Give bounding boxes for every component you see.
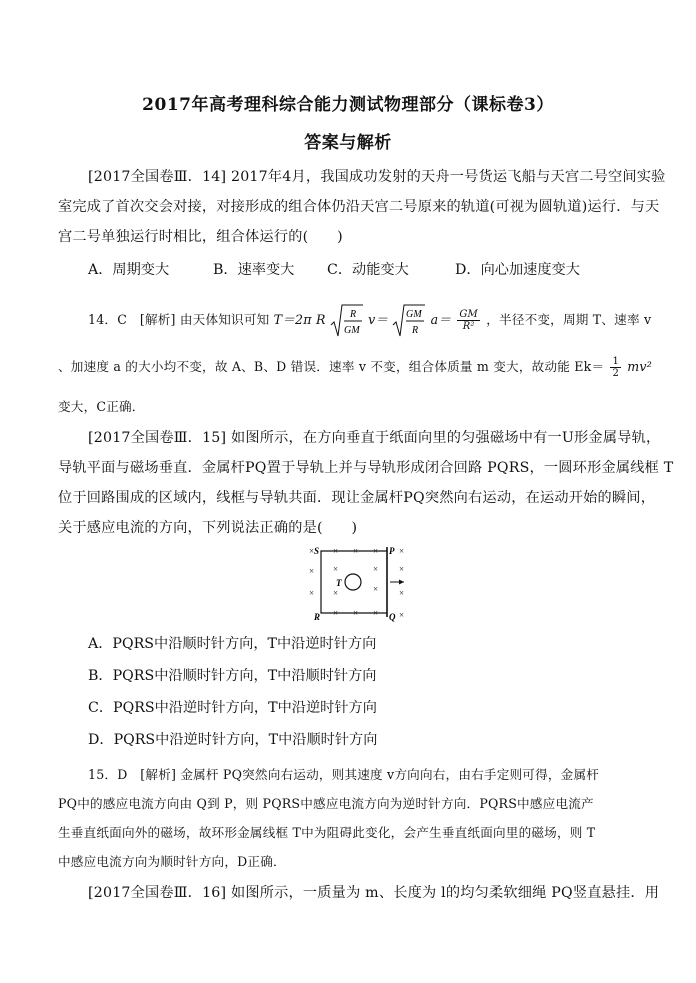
sqrt-R-over-GM (330, 301, 364, 341)
svg-text:×: × (399, 610, 405, 620)
q16-stem-line-1: [2017全国卷Ⅲ．16] 如图所示，一质量为 m、长度为 l的均匀柔软细绳 PQ竖直悬挂．用 (88, 885, 660, 901)
q14-option-c: C．动能变大 (327, 262, 409, 278)
q14-option-b: B．速率变大 (213, 262, 295, 278)
q14-answer-tail: ，半径不变，周期 T、速率 v (486, 312, 652, 327)
q15-stem-line-2: 导轨平面与磁场垂直．金属杆PQ置于导轨上并与导轨形成闭合回路 PQRS，一圆环形金属线框 T (58, 460, 674, 476)
q15-option-c: C．PQRS中沿逆时针方向，T中沿逆时针方向 (88, 700, 377, 716)
sqrt-num-GM: GM (406, 309, 423, 320)
field-crosses (309, 546, 404, 620)
svg-text:×: × (333, 608, 339, 618)
svg-text:×: × (333, 564, 339, 574)
q14-answer-line-3: 变大，C正确． (58, 399, 145, 414)
page-subtitle: 答案与解析 (304, 133, 392, 153)
sqrt-num-R: R (349, 309, 357, 320)
magnetic-field-diagram (305, 544, 409, 626)
fraction-GM-over-R2: $\frac{GM}{\text{R²}}$ (459, 309, 478, 332)
q15-stem-line-1: [2017全国卷Ⅲ．15] 如图所示，在方向垂直于纸面向里的匀强磁场中有一U形金属导轨， (88, 430, 661, 446)
q14-formula-T: T＝2π R (273, 312, 326, 327)
q15-stem-line-3: 位于回路围成的区域内，线框与导轨共面．现让金属杆PQ突然向右运动，在运动开始的瞬间， (58, 490, 656, 506)
page-title: 2017年高考理科综合能力测试物理部分（课标卷3） (142, 95, 554, 115)
svg-text:×: × (309, 546, 315, 556)
label-T: T (336, 578, 342, 588)
svg-text:×: × (373, 608, 379, 618)
svg-text:×: × (309, 588, 315, 598)
q14-answer-line-1 (88, 300, 651, 341)
q14-answer-line-2: 、加速度 a 的大小均不变，故 A、B、D 错误．速率 v 不变，组合体质量 m 变大，故动能 Ek＝ $\frac{1}{2}$ mv² (58, 356, 652, 379)
svg-text:×: × (333, 546, 339, 556)
label-P: P (389, 546, 395, 556)
fraction-one-half: $\frac{1}{2}$ (612, 356, 620, 379)
q15-stem-line-4: 关于感应电流的方向，下列说法正确的是( ) (58, 520, 358, 536)
svg-text:×: × (399, 588, 405, 598)
sqrt-den-GM: GM (343, 325, 360, 336)
sqrt-den-R: R (412, 325, 419, 336)
q15-option-b: B．PQRS中沿顺时针方向，T中沿顺时针方向 (88, 668, 377, 684)
label-Q: Q (389, 612, 396, 622)
label-R: R (314, 612, 321, 622)
q14-answer-prefix: 14．C [解析] 由天体知识可知 (88, 312, 270, 327)
svg-text:×: × (373, 564, 379, 574)
q14-option-d: D．向心加速度变大 (455, 262, 580, 278)
q15-option-d: D．PQRS中沿逆时针方向，T中沿顺时针方向 (88, 732, 378, 748)
q15-answer-line-3: 生垂直纸面向外的磁场，故环形金属线框 T中为阻碍此变化，会产生垂直纸面向里的磁场，则 T (58, 825, 596, 840)
svg-text:×: × (309, 566, 315, 576)
q14-formula-a: a＝ (430, 312, 452, 327)
label-S: S (314, 546, 320, 556)
q15-answer-line-4: 中感应电流方向为顺时针方向，D正确． (58, 854, 286, 869)
svg-text:×: × (399, 564, 405, 574)
q14-option-a: A．周期变大 (88, 262, 170, 278)
svg-text:×: × (399, 546, 405, 556)
svg-text:×: × (373, 584, 379, 594)
svg-text:×: × (353, 608, 359, 618)
q14-stem-line-3: 宫二号单独运行时相比，组合体运行的( ) (58, 229, 343, 245)
q15-answer-line-2: PQ中的感应电流方向由 Q到 P，则 PQRS中感应电流方向为逆时针方向．PQRS中感应电流产 (58, 796, 594, 811)
q14-formula-v: v＝ (368, 312, 389, 327)
svg-text:×: × (353, 546, 359, 556)
q14-stem-line-2: 室完成了首次交会对接，对接形成的组合体仍沿天宫二号原来的轨道(可视为圆轨道)运行．与天 (58, 199, 660, 215)
svg-text:×: × (373, 546, 379, 556)
sqrt-GM-over-R (392, 301, 426, 341)
q14-stem-line-1: [2017全国卷Ⅲ．14] 2017年4月，我国成功发射的天舟一号货运飞船与天宫二号空间实验 (88, 169, 666, 185)
svg-text:×: × (333, 588, 339, 598)
q15-answer-line-1: 15．D [解析] 金属杆 PQ突然向右运动，则其速度 v方向向右，由右手定则可得，金属杆 (88, 767, 600, 782)
q15-option-a: A．PQRS中沿顺时针方向，T中沿逆时针方向 (88, 636, 377, 652)
